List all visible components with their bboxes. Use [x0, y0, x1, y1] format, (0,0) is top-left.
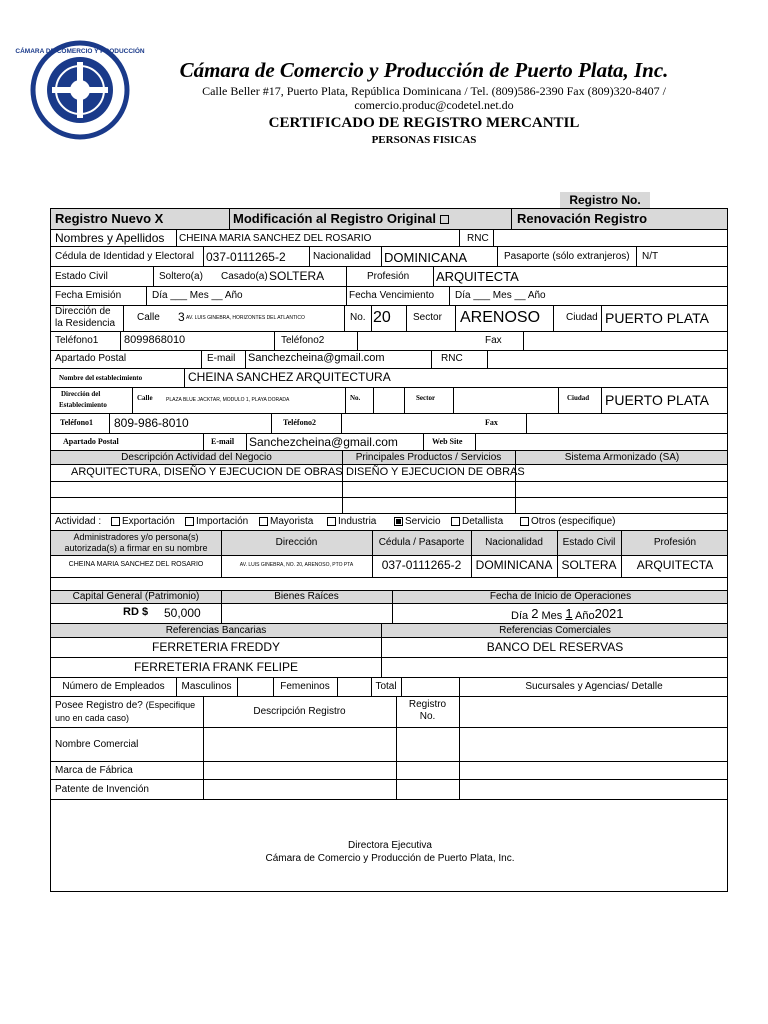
- registro-no-col-label: [396, 699, 459, 723]
- registration-form: [50, 208, 728, 892]
- no-value[interactable]: 20: [373, 309, 391, 326]
- posee-registro-label: [55, 699, 195, 724]
- firma-cargo: Directora Ejecutiva: [348, 840, 432, 851]
- registro-nuevo[interactable]: Registro Nuevo X: [55, 211, 164, 226]
- actividad-label: Actividad :: [55, 516, 102, 527]
- calle-number[interactable]: 3: [178, 310, 185, 324]
- renovacion-registro[interactable]: Renovación Registro: [517, 211, 648, 226]
- direccion-label-1: Dirección de: [55, 306, 111, 317]
- fecha-inicio-value[interactable]: [511, 607, 624, 622]
- cedula-value[interactable]: 037-0111265-2: [206, 250, 286, 264]
- descripcion-registro-label: Descripción Registro: [253, 706, 346, 717]
- numero-empleados-label: Número de Empleados: [62, 681, 165, 692]
- profesion-value[interactable]: ARQUITECTA: [436, 269, 519, 284]
- ref-comercial-1[interactable]: BANCO DEL RESERVAS: [486, 640, 624, 654]
- nacionalidad-label: Nacionalidad: [313, 251, 371, 262]
- mes-label: Mes: [541, 610, 563, 622]
- sucursales-label: Sucursales y Agencias/ Detalle: [525, 681, 663, 692]
- admin-estado[interactable]: SOLTERA: [561, 558, 617, 572]
- admin-estado-header: Estado Civil: [562, 537, 616, 548]
- admin-nacionalidad[interactable]: DOMINICANA: [475, 558, 553, 572]
- fecha-vencimiento-label: Fecha Vencimiento: [349, 290, 435, 301]
- capital-value[interactable]: 50,000: [164, 606, 201, 620]
- modificacion-label: Modificación al Registro Original: [233, 211, 436, 226]
- detallista-label: Detallista: [462, 516, 504, 527]
- importacion-label: Importación: [196, 516, 249, 527]
- femeninos-label: Femeninos: [280, 681, 330, 692]
- estado-civil-label: Estado Civil: [55, 271, 108, 282]
- rnc2-label: RNC: [441, 353, 463, 364]
- pasaporte-value[interactable]: N/T: [642, 251, 659, 262]
- email-est-value[interactable]: Sanchezcheina@gmail.com: [249, 435, 398, 449]
- modificacion-checkbox[interactable]: [440, 215, 449, 224]
- posee-label: Posee Registro de?: [55, 700, 143, 711]
- address-line-1: Calle Beller #17, Puerto Plata, República Dominicana / Tel. (809)586-2390 Fax (809)320-8407 /: [202, 84, 666, 98]
- fax-est-label: Fax: [485, 418, 498, 427]
- admin-nacionalidad-header: Nacionalidad: [485, 537, 543, 548]
- cedula-label: Cédula de Identidad y Electoral: [55, 251, 194, 262]
- exportacion-checkbox[interactable]: [111, 517, 120, 526]
- address-line-2: comercio.produc@codetel.net.do: [354, 98, 514, 112]
- servicio-checkbox[interactable]: [394, 517, 403, 526]
- desc-actividad-value[interactable]: ARQUITECTURA, DISEÑO Y EJECUCION DE OBRAS: [71, 466, 343, 478]
- ref-bancarias-header: Referencias Bancarias: [165, 625, 267, 636]
- nombres-label: Nombres y Apellidos: [55, 231, 165, 245]
- otros-checkbox[interactable]: [520, 517, 529, 526]
- casado-option[interactable]: Casado(a): [221, 271, 268, 282]
- admin-profesion[interactable]: ARQUITECTA: [636, 558, 714, 572]
- direccion-label-2: la Residencia: [55, 318, 116, 329]
- posee-hint-1: (Especifique: [145, 700, 196, 710]
- fecha-emision-field[interactable]: Día ___ Mes __ Año: [152, 290, 243, 301]
- productos-value[interactable]: DISEÑO Y EJECUCION DE OBRAS: [346, 466, 525, 478]
- total-label: Total: [375, 681, 397, 692]
- telefono1-label: Teléfono1: [55, 335, 99, 346]
- certificate-subtitle: PERSONAS FISICAS: [371, 134, 477, 146]
- registro-col-label-1: Registro: [408, 699, 447, 710]
- calle-label: Calle: [137, 312, 160, 323]
- admin-nombre[interactable]: CHEINA MARIA SANCHEZ DEL ROSARIO: [68, 561, 204, 568]
- bienes-raices-header: Bienes Raíces: [274, 591, 339, 602]
- registro-col-label-2: No.: [419, 711, 436, 722]
- chamber-address: [150, 84, 718, 112]
- direccion-establecimiento-label: [59, 389, 107, 411]
- telefono2-est-label: Teléfono2: [283, 418, 317, 427]
- direccion-residencia-label: [55, 306, 115, 330]
- email-label: E-mail: [207, 353, 236, 364]
- exportacion-label: Exportación: [122, 516, 175, 527]
- sistema-armonizado-header: Sistema Armonizado (SA): [564, 452, 680, 463]
- marca-fabrica-label: Marca de Fábrica: [55, 765, 133, 776]
- email-est-label: E-mail: [211, 437, 235, 446]
- dir-est-label-1: Dirección del: [61, 390, 101, 398]
- nombres-value[interactable]: CHEINA MARIA SANCHEZ DEL ROSARIO: [179, 233, 372, 244]
- servicio-option[interactable]: [394, 516, 441, 527]
- sector-est-label: Sector: [416, 394, 436, 402]
- dia-value[interactable]: 2: [531, 606, 539, 621]
- detallista-option[interactable]: [451, 516, 503, 527]
- nombre-establecimiento-value[interactable]: CHEINA SANCHEZ ARQUITECTURA: [188, 370, 391, 384]
- otros-label: Otros (especifique): [531, 516, 616, 527]
- masculinos-label: Masculinos: [181, 681, 232, 692]
- nombre-establecimiento-label: Nombre del establecimiento: [59, 374, 143, 382]
- exportacion-option[interactable]: [111, 516, 175, 527]
- estado-civil-value[interactable]: SOLTERA: [269, 269, 325, 283]
- administradores-header: Administradores y/o persona(s) autorizada(s) a firmar en su nombre: [64, 532, 208, 553]
- ano-value[interactable]: 2021: [594, 606, 624, 621]
- telefono1-est-label: Teléfono1: [60, 418, 94, 427]
- ciudad-value[interactable]: PUERTO PLATA: [605, 310, 709, 326]
- productos-header: Principales Productos / Servicios: [355, 452, 502, 463]
- posee-hint-2: uno en cada caso): [55, 713, 130, 723]
- otros-option[interactable]: [520, 516, 615, 527]
- chamber-title: Cámara de Comercio y Producción de Puerto Plata, Inc.: [179, 58, 669, 82]
- calle-est-value[interactable]: PLAZA BLUE JACKTAR, MODULO 1, PLAYA DORADA: [166, 397, 290, 403]
- telefono1-est-value[interactable]: 809-986-8010: [114, 416, 189, 430]
- registro-no-label: Registro No.: [560, 192, 650, 208]
- calle-value[interactable]: AV. LUIS GINEBRA, HORIZONTES DEL ATLANTICO: [186, 315, 305, 321]
- profesion-label: Profesión: [367, 271, 410, 282]
- ref-comerciales-header: Referencias Comerciales: [499, 625, 611, 636]
- nombre-comercial-label: Nombre Comercial: [55, 739, 139, 750]
- fecha-inicio-header: Fecha de Inicio de Operaciones: [489, 591, 632, 602]
- admin-direccion[interactable]: AV. LUIS GINEBRA, NO. 20, ARENOSO, PTO PTA: [239, 562, 354, 568]
- pasaporte-label: Pasaporte (sólo extranjeros): [504, 251, 630, 262]
- ciudad-est-label: Ciudad: [567, 394, 590, 402]
- telefono2-label: Teléfono2: [281, 335, 325, 346]
- industria-option[interactable]: [327, 516, 376, 527]
- detallista-checkbox[interactable]: [451, 517, 460, 526]
- nacionalidad-value[interactable]: DOMINICANA: [384, 250, 468, 265]
- ano-label: Año: [575, 610, 595, 622]
- admin-direccion-header: Dirección: [275, 537, 318, 548]
- industria-label: Industria: [338, 516, 377, 527]
- apartado-est-label: Apartado Postal: [63, 437, 119, 446]
- ref-bancaria-1[interactable]: FERRETERIA FREDDY: [151, 640, 280, 654]
- seal-text: CÁMARA DE COMERCIO Y PRODUCCIÓN: [15, 48, 145, 55]
- rnc-label: RNC: [467, 233, 489, 244]
- dia-label: Día: [511, 610, 529, 622]
- soltero-option[interactable]: Soltero(a): [159, 271, 203, 282]
- fecha-vencimiento-field[interactable]: Día ___ Mes __ Año: [455, 290, 546, 301]
- importacion-checkbox[interactable]: [185, 517, 194, 526]
- modificacion-registro[interactable]: [233, 211, 451, 226]
- dir-est-label-2: Establecimiento: [59, 401, 107, 409]
- fecha-emision-label: Fecha Emisión: [55, 290, 122, 301]
- ciudad-label: Ciudad: [566, 312, 598, 323]
- ref-bancaria-2[interactable]: FERRETERIA FRANK FELIPE: [133, 660, 299, 674]
- mayorista-option[interactable]: [259, 516, 313, 527]
- patente-label: Patente de Invención: [55, 784, 149, 795]
- ciudad-est-value[interactable]: PUERTO PLATA: [605, 392, 709, 408]
- telefono1-value[interactable]: 8099868010: [124, 334, 186, 346]
- industria-checkbox[interactable]: [327, 517, 336, 526]
- importacion-option[interactable]: [185, 516, 248, 527]
- mayorista-label: Mayorista: [270, 516, 314, 527]
- sector-value[interactable]: ARENOSO: [460, 309, 541, 326]
- apartado-label: Apartado Postal: [55, 353, 127, 364]
- no-label: No.: [350, 312, 366, 323]
- admin-profesion-header: Profesión: [653, 537, 697, 548]
- chamber-seal-icon: [15, 40, 145, 140]
- certificate-title: CERTIFICADO DE REGISTRO MERCANTIL: [268, 115, 580, 131]
- admin-cedula[interactable]: 037-0111265-2: [381, 558, 462, 572]
- admin-cedula-header: Cédula / Pasaporte: [378, 537, 465, 548]
- mes-value[interactable]: 1: [565, 606, 573, 621]
- calle-est-label: Calle: [137, 394, 153, 402]
- sector-label: Sector: [413, 312, 442, 323]
- website-label: Web Site: [432, 437, 463, 446]
- fax-label: Fax: [485, 335, 502, 346]
- servicio-label: Servicio: [405, 516, 441, 527]
- mayorista-checkbox[interactable]: [259, 517, 268, 526]
- rd-label: RD $: [123, 606, 149, 618]
- capital-header: Capital General (Patrimonio): [72, 591, 200, 602]
- no-est-label: No.: [350, 394, 361, 402]
- email-value[interactable]: Sanchezcheina@gmail.com: [248, 352, 385, 364]
- firma-entidad: Cámara de Comercio y Producción de Puerto Plata, Inc.: [265, 853, 515, 864]
- desc-actividad-header: Descripción Actividad del Negocio: [121, 452, 272, 463]
